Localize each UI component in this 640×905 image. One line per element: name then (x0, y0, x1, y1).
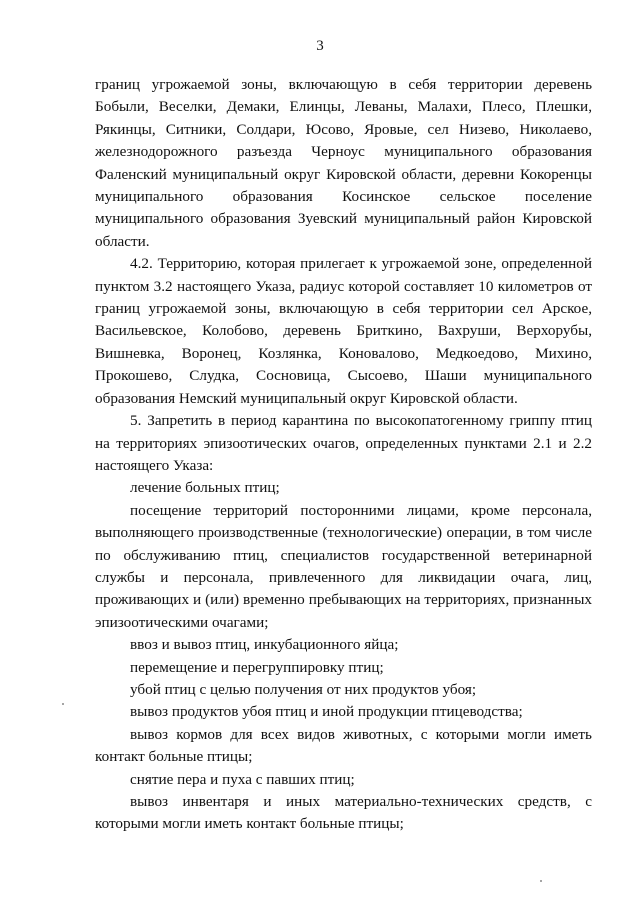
paragraph-continuation: границ угрожаемой зоны, включающую в себя территории деревень Бобыли, Веселки, Демаки, Елинцы, Леваны, Малахи, Плесо, Плешки, Рякинцы, Ситники, Солдари, Юсово, Яровые, сел Низево, Николаево, железнодорожного разъезда Черноус муниципального образования Фаленский муниципальный округ Кировской области, деревни Кокоренцы муниципального образования Косинское сельское поселение муниципального образования Зуевский муниципальный район Кировской области. (95, 76, 592, 250)
list-item: посещение территорий посторонними лицами, кроме персонала, выполняющего производственные (технологические) операции, в том числе по обслуживанию птиц, специалистов государственной ветеринарной службы и персонала, привлеченного для ликвидации очага, лиц, проживающих и (или) временно пребывающих на территориях, признанных эпизоотическими очагами; (95, 501, 592, 631)
paragraph-5: 5. Запретить в период карантина по высокопатогенному гриппу птиц на территориях эпизоотических очагов, определенных пунктами 2.1 и 2.2 настоящего Указа: (95, 412, 592, 474)
list-item: вывоз продуктов убоя птиц и иной продукции птицеводства; (130, 703, 523, 721)
list-item: вывоз инвентаря и иных материально-технических средств, с которыми могли иметь контакт больные птицы; (95, 793, 592, 833)
list-item: снятие пера и пуха с павших птиц; (130, 770, 355, 788)
document-body (95, 74, 592, 836)
list-item: лечение больных птиц; (130, 479, 280, 497)
list-item: вывоз кормов для всех видов животных, с которыми могли иметь контакт больные птицы; (95, 725, 592, 766)
paragraph-4-2: 4.2. Территорию, которая прилегает к угрожаемой зоне, определенной пунктом 3.2 настоящего Указа, радиус которой составляет 10 километров от границ угрожаемой зоны, включающую в себя территории сел Арское, Васильевское, Колобово, деревень Бриткино, Вахруши, Верхорубы, Вишневка, Воронец, Козлянка, Коновалово, Медкоедово, Михино, Прокошево, Слудка, Сосновица, Сысоево, Шаши муниципального образования Немский муниципальный округ Кировской области. (95, 255, 592, 407)
page-number: 3 (316, 38, 324, 54)
list-item: убой птиц с целью получения от них продуктов убоя; (130, 680, 477, 698)
list-item: ввоз и вывоз птиц, инкубационного яйца; (130, 636, 399, 654)
list-item: перемещение и перегруппировку птиц; (130, 658, 384, 676)
